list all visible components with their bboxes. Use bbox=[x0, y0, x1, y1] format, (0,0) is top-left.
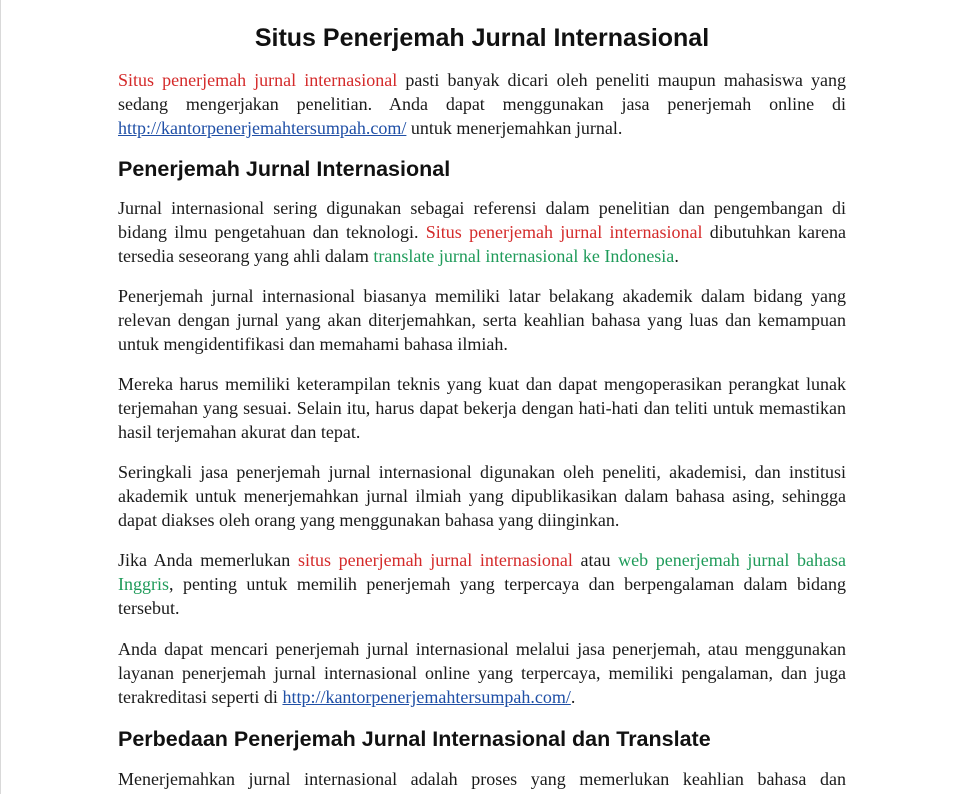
keyword-link-green[interactable]: web penerjemah jurnal bahasa Inggris bbox=[118, 550, 846, 594]
paragraph-text: . bbox=[674, 246, 679, 266]
website-link[interactable]: http://kantorpenerjemahtersumpah.com/ bbox=[118, 118, 407, 138]
section2-paragraph-1: Menerjemahkan jurnal internasional adalah proses yang memerlukan keahlian bahasa dan bbox=[118, 769, 846, 789]
keyword-link-green[interactable]: translate jurnal internasional ke Indonesia bbox=[373, 246, 675, 266]
section1-paragraph-6 bbox=[118, 637, 846, 709]
section1-paragraph-1 bbox=[118, 196, 846, 268]
section-heading-penerjemah: Penerjemah Jurnal Internasional bbox=[118, 157, 451, 181]
section1-paragraph-4: Seringkali jasa penerjemah jurnal internasional digunakan oleh peneliti, akademisi, dan institusi akademik untuk menerjemahkan jurnal ilmiah yang dipublikasikan dalam bahasa asing, sehingga dapat diakses oleh orang yang menggunakan bahasa yang diinginkan. bbox=[118, 462, 846, 530]
section1-paragraph-3: Mereka harus memiliki keterampilan teknis yang kuat dan dapat mengoperasikan perangkat lunak terjemahan yang sesuai. Selain itu, harus dapat bekerja dengan hati-hati dan teliti untuk memastikan hasil terjemahan akurat dan tepat. bbox=[118, 374, 846, 442]
paragraph-text: . bbox=[570, 687, 576, 707]
paragraph-text: untuk menerjemahkan jurnal. bbox=[406, 118, 623, 138]
intro-paragraph bbox=[118, 68, 846, 140]
paragraph-text: dibutuhkan karena tersedia seseorang yang ahli dalam bbox=[118, 222, 847, 266]
paragraph-text: Jika Anda memerlukan bbox=[118, 550, 298, 570]
keyword-link[interactable]: situs penerjemah jurnal internasional bbox=[297, 550, 573, 570]
keyword-link[interactable]: Situs penerjemah jurnal internasional bbox=[425, 222, 703, 242]
website-link[interactable]: http://kantorpenerjemahtersumpah.com/ bbox=[282, 687, 571, 707]
keyword-link[interactable]: Situs penerjemah jurnal internasional bbox=[118, 70, 398, 90]
paragraph-text: Anda dapat mencari penerjemah jurnal internasional melalui jasa penerjemah, atau menggunakan layanan penerjemah jurnal internasional online yang terpercaya, memiliki pengalaman, dan juga terakreditasi seperti di bbox=[118, 639, 846, 707]
article-body bbox=[118, 0, 846, 791]
paragraph-text: pasti banyak dicari oleh peneliti maupun mahasiswa yang sedang mengerjakan penelitian. Anda dapat menggunakan jasa penerjemah online di bbox=[118, 70, 846, 114]
paragraph-text: Jurnal internasional sering digunakan sebagai referensi dalam penelitian dan pengembangan di bidang ilmu pengetahuan dan teknologi. bbox=[118, 198, 846, 242]
section1-paragraph-5 bbox=[118, 548, 846, 620]
paragraph-text: atau bbox=[572, 550, 619, 570]
section-heading-perbedaan: Perbedaan Penerjemah Jurnal Internasional dan Translate bbox=[118, 727, 711, 751]
paragraph-text: , penting untuk memilih penerjemah yang terpercaya dan berpengalaman dalam bidang tersebut. bbox=[118, 574, 846, 618]
page-title: Situs Penerjemah Jurnal Internasional bbox=[254, 24, 710, 52]
page-left-border bbox=[0, 0, 1, 794]
section1-paragraph-2: Penerjemah jurnal internasional biasanya memiliki latar belakang akademik dalam bidang yang relevan dengan jurnal yang akan diterjemahkan, serta keahlian bahasa yang luas dan kemampuan untuk mengidentifikasi dan memahami bahasa ilmiah. bbox=[118, 286, 846, 354]
